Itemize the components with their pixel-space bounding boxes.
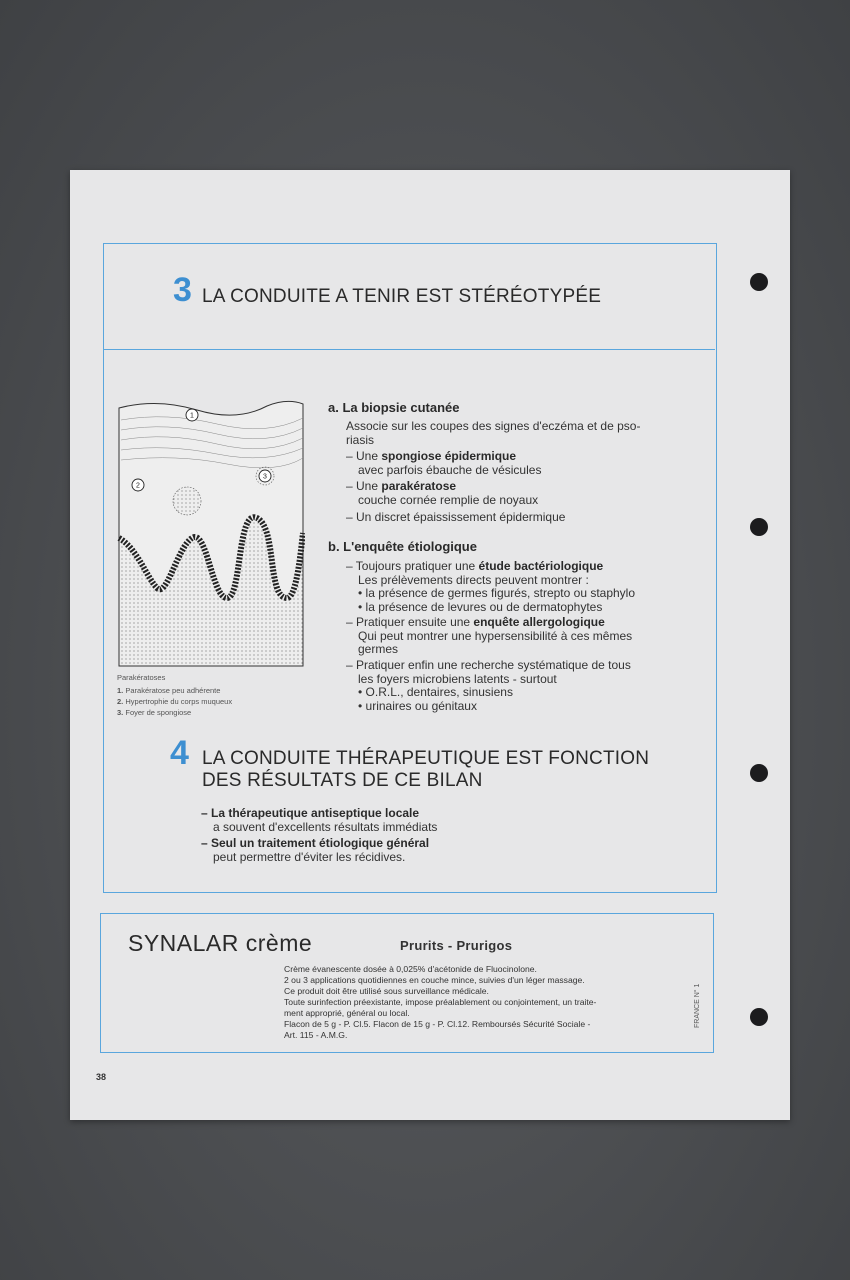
biopsie-intro: Associe sur les coupes des signes d'eczéma et de pso- riasis [346, 419, 641, 447]
enquete-title: b. L'enquête étiologique [328, 539, 477, 554]
product-text-line: Toute surinfection préexistante, impose préalablement ou conjointement, un traite- [284, 997, 597, 1007]
binder-hole [750, 273, 768, 291]
therapy-point: – Seul un traitement étiologique général peut permettre d'éviter les récidives. [201, 836, 430, 864]
skin-section-illustration [117, 398, 305, 668]
caption-item: 3. Foyer de spongiose [117, 708, 192, 717]
biopsie-title: a. La biopsie cutanée [328, 400, 460, 415]
document-page [70, 170, 790, 1120]
illustration-caption-title: Parakératoses [117, 673, 166, 682]
biopsie-item: – Un discret épaississement épidermique [346, 510, 566, 524]
marker-3-label: 3 [263, 473, 267, 481]
marker-1-label: 1 [190, 412, 194, 420]
caption-item: 2. Hypertrophie du corps muqueux [117, 697, 233, 706]
enquete-item: – Pratiquer enfin une recherche systématique de tous les foyers microbiens latents - surtout • O.R.L., dentaires, sinusiens • urinaires ou génitaux [346, 658, 631, 713]
enquete-item: – Toujours pratiquer une étude bactériologique Les prélèvements directs peuvent montrer : • la présence de germes figurés, strepto ou staphylo • la présence de levures ou de dermatophytes [346, 559, 636, 614]
binder-hole [750, 764, 768, 782]
section-4-title: LA CONDUITE THÉRAPEUTIQUE EST FONCTION DES RÉSULTATS DE CE BILAN [202, 748, 650, 791]
product-text-line: Crème évanescente dosée à 0,025% d'acétonide de Fluocinolone. [284, 964, 537, 974]
product-text-line: 2 ou 3 applications quotidiennes en couche mince, suivies d'un léger massage. [284, 975, 585, 985]
binder-hole [750, 1008, 768, 1026]
product-text-line: Art. 115 - A.M.G. [284, 1030, 348, 1040]
page-number: 38 [96, 1072, 107, 1082]
marker-2-label: 2 [136, 482, 140, 490]
section-4-number: 4 [170, 734, 189, 772]
product-indication: Prurits - Prurigos [400, 938, 513, 953]
product-side-code: FRANCE N° 1 [694, 983, 701, 1028]
product-text-line: Ce produit doit être utilisé sous surveillance médicale. [284, 986, 489, 996]
caption-item: 1. Parakératose peu adhérente [117, 686, 221, 695]
product-text-line: Flacon de 5 g - P. Cl.5. Flacon de 15 g - P. Cl.12. Remboursés Sécurité Sociale - [284, 1019, 591, 1029]
product-brand: SYNALAR crème [128, 930, 313, 956]
biopsie-item: – Une parakératose couche cornée remplie de noyaux [346, 479, 539, 507]
section-3-number: 3 [173, 271, 192, 309]
biopsie-item: – Une spongiose épidermique avec parfois ébauche de vésicules [346, 449, 542, 477]
enquete-item: – Pratiquer ensuite une enquête allergologique Qui peut montrer une hypersensibilité à ces mêmes germes [346, 615, 633, 656]
therapy-point: – La thérapeutique antiseptique locale a souvent d'excellents résultats immédiats [201, 806, 438, 834]
section-3-title: LA CONDUITE A TENIR EST STÉRÉOTYPÉE [202, 286, 602, 307]
binder-hole [750, 518, 768, 536]
product-text-line: ment approprié, général ou local. [284, 1008, 410, 1018]
